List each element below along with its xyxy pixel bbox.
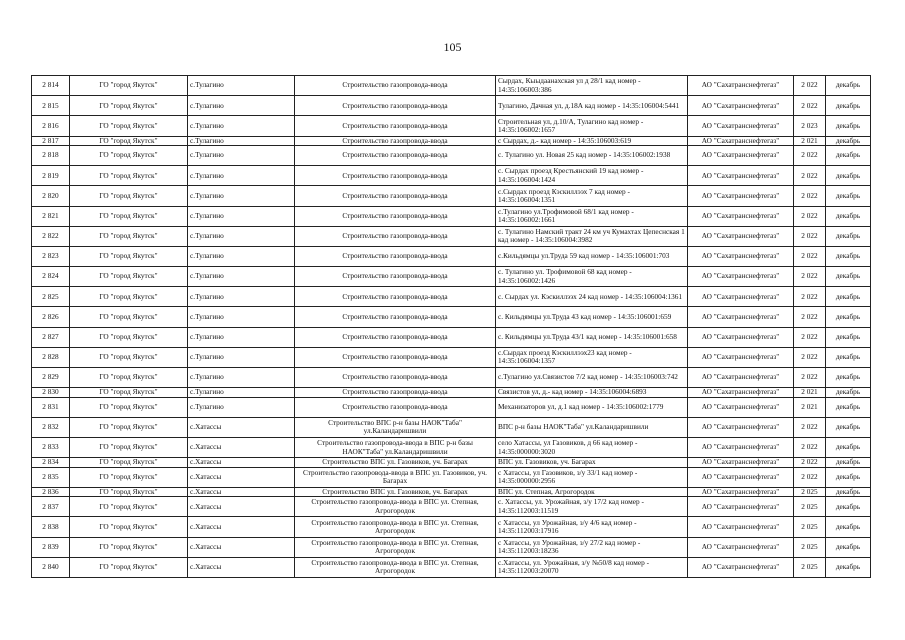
object-cell: Строительство газопровода-ввода <box>295 388 496 397</box>
year-cell: 2 022 <box>794 417 826 437</box>
address-cell: с Хатассы, ул Урожайная, з/у 27/2 кад номер - 14:35:112003:18236 <box>496 537 688 557</box>
settlement-cell: с.Тулагино <box>188 116 295 136</box>
municipality-cell: ГО "город Якутск" <box>70 76 188 96</box>
executor-cell: АО "Сахатранснефтегаз" <box>688 347 794 367</box>
table-row <box>32 497 871 517</box>
object-cell: Строительство газопровода-ввода <box>295 206 496 226</box>
executor-cell: АО "Сахатранснефтегаз" <box>688 327 794 347</box>
row-number: 2 838 <box>32 517 70 537</box>
table-row <box>32 307 871 327</box>
executor-cell: АО "Сахатранснефтегаз" <box>688 487 794 496</box>
executor-cell: АО "Сахатранснефтегаз" <box>688 557 794 577</box>
month-cell: декабрь <box>826 145 871 165</box>
year-cell: 2 021 <box>794 388 826 397</box>
year-cell: 2 025 <box>794 557 826 577</box>
year-cell: 2 022 <box>794 206 826 226</box>
object-cell: Строительство газопровода-ввода <box>295 347 496 367</box>
table-row <box>32 327 871 347</box>
object-cell: Строительство газопровода-ввода <box>295 76 496 96</box>
executor-cell: АО "Сахатранснефтегаз" <box>688 246 794 266</box>
executor-cell: АО "Сахатранснефтегаз" <box>688 116 794 136</box>
executor-cell: АО "Сахатранснефтегаз" <box>688 497 794 517</box>
object-cell: Строительство ВПС р-н базы НАОК"Таба" ул.Каландаришвили <box>295 417 496 437</box>
address-cell: с.Сырдах проезд Кэскиллээх 7 кад номер - 14:35:106004:1351 <box>496 186 688 206</box>
table-row <box>32 136 871 145</box>
object-cell: Строительство газопровода-ввода в ВПС ул. Степная, Агрогородок <box>295 537 496 557</box>
executor-cell: АО "Сахатранснефтегаз" <box>688 96 794 116</box>
table-row <box>32 96 871 116</box>
settlement-cell: с.Тулагино <box>188 76 295 96</box>
municipality-cell: ГО "город Якутск" <box>70 307 188 327</box>
executor-cell: АО "Сахатранснефтегаз" <box>688 76 794 96</box>
table-row <box>32 186 871 206</box>
month-cell: декабрь <box>826 438 871 458</box>
executor-cell: АО "Сахатранснефтегаз" <box>688 166 794 186</box>
month-cell: декабрь <box>826 307 871 327</box>
executor-cell: АО "Сахатранснефтегаз" <box>688 287 794 307</box>
table-row <box>32 557 871 577</box>
settlement-cell: с.Тулагино <box>188 267 295 287</box>
settlement-cell: с.Тулагино <box>188 368 295 388</box>
year-cell: 2 022 <box>794 327 826 347</box>
month-cell: декабрь <box>826 467 871 487</box>
settlement-cell: с.Тулагино <box>188 307 295 327</box>
settlement-cell: с.Тулагино <box>188 136 295 145</box>
month-cell: декабрь <box>826 246 871 266</box>
table-row <box>32 287 871 307</box>
settlement-cell: с.Хатассы <box>188 458 295 467</box>
municipality-cell: ГО "город Якутск" <box>70 206 188 226</box>
month-cell: декабрь <box>826 186 871 206</box>
object-cell: Строительство газопровода-ввода <box>295 166 496 186</box>
row-number: 2 818 <box>32 145 70 165</box>
settlement-cell: с.Тулагино <box>188 246 295 266</box>
row-number: 2 824 <box>32 267 70 287</box>
executor-cell: АО "Сахатранснефтегаз" <box>688 537 794 557</box>
month-cell: декабрь <box>826 517 871 537</box>
year-cell: 2 022 <box>794 438 826 458</box>
month-cell: декабрь <box>826 368 871 388</box>
settlement-cell: с.Тулагино <box>188 186 295 206</box>
row-number: 2 834 <box>32 458 70 467</box>
month-cell: декабрь <box>826 497 871 517</box>
year-cell: 2 022 <box>794 307 826 327</box>
row-number: 2 829 <box>32 368 70 388</box>
address-cell: с.Кильдямцы ул.Труда 59 кад номер - 14:35:106001:703 <box>496 246 688 266</box>
municipality-cell: ГО "город Якутск" <box>70 287 188 307</box>
address-cell: с.Сырдах проезд Кэскиллээх23 кад номер - 14:35:106004:1357 <box>496 347 688 367</box>
object-cell: Строительство газопровода-ввода <box>295 287 496 307</box>
row-number: 2 836 <box>32 487 70 496</box>
municipality-cell: ГО "город Якутск" <box>70 96 188 116</box>
table-row <box>32 76 871 96</box>
municipality-cell: ГО "город Якутск" <box>70 186 188 206</box>
object-cell: Строительство газопровода-ввода в ВПС ул. Газовиков, уч. Багарах <box>295 467 496 487</box>
year-cell: 2 022 <box>794 368 826 388</box>
month-cell: декабрь <box>826 487 871 496</box>
municipality-cell: ГО "город Якутск" <box>70 397 188 417</box>
row-number: 2 826 <box>32 307 70 327</box>
month-cell: декабрь <box>826 388 871 397</box>
object-cell: Строительство газопровода-ввода <box>295 397 496 417</box>
month-cell: декабрь <box>826 206 871 226</box>
settlement-cell: с.Тулагино <box>188 226 295 246</box>
settlement-cell: с.Тулагино <box>188 287 295 307</box>
table-row <box>32 226 871 246</box>
address-cell: Сырдах, Кыыдаанахская ул д 28/1 кад номер - 14:35:106003:386 <box>496 76 688 96</box>
municipality-cell: ГО "город Якутск" <box>70 347 188 367</box>
row-number: 2 821 <box>32 206 70 226</box>
year-cell: 2 025 <box>794 497 826 517</box>
table-row <box>32 116 871 136</box>
settlement-cell: с.Тулагино <box>188 96 295 116</box>
month-cell: декабрь <box>826 116 871 136</box>
row-number: 2 816 <box>32 116 70 136</box>
municipality-cell: ГО "город Якутск" <box>70 417 188 437</box>
year-cell: 2 022 <box>794 76 826 96</box>
object-cell: Строительство ВПС ул. Газовиков, уч. Багарах <box>295 458 496 467</box>
row-number: 2 833 <box>32 438 70 458</box>
year-cell: 2 022 <box>794 267 826 287</box>
year-cell: 2 022 <box>794 186 826 206</box>
table-row <box>32 537 871 557</box>
address-cell: с.Хатассы, ул. Урожайная, з/у №50/8 кад номер - 14:35:112003:20070 <box>496 557 688 577</box>
settlement-cell: с.Хатассы <box>188 487 295 496</box>
municipality-cell: ГО "город Якутск" <box>70 267 188 287</box>
settlement-cell: с.Тулагино <box>188 388 295 397</box>
month-cell: декабрь <box>826 397 871 417</box>
address-cell: Связистов ул, д.- кад номер - 14:35:106004:6893 <box>496 388 688 397</box>
month-cell: декабрь <box>826 557 871 577</box>
object-cell: Строительство газопровода-ввода в ВПС ул. Степная, Агрогородок <box>295 497 496 517</box>
row-number: 2 817 <box>32 136 70 145</box>
municipality-cell: ГО "город Якутск" <box>70 497 188 517</box>
row-number: 2 820 <box>32 186 70 206</box>
municipality-cell: ГО "город Якутск" <box>70 136 188 145</box>
executor-cell: АО "Сахатранснефтегаз" <box>688 206 794 226</box>
year-cell: 2 022 <box>794 287 826 307</box>
settlement-cell: с.Хатассы <box>188 438 295 458</box>
row-number: 2 819 <box>32 166 70 186</box>
municipality-cell: ГО "город Якутск" <box>70 487 188 496</box>
month-cell: декабрь <box>826 76 871 96</box>
address-cell: с.Тулагино ул.Трофимовой 68/1 кад номер - 14:35:106002:1661 <box>496 206 688 226</box>
address-cell: с. Тулагино ул. Новая 25 кад номер - 14:35:106002:1938 <box>496 145 688 165</box>
object-cell: Строительство газопровода-ввода <box>295 186 496 206</box>
table-row <box>32 517 871 537</box>
year-cell: 2 025 <box>794 517 826 537</box>
year-cell: 2 022 <box>794 458 826 467</box>
page-number: 105 <box>443 40 462 54</box>
year-cell: 2 022 <box>794 467 826 487</box>
executor-cell: АО "Сахатранснефтегаз" <box>688 267 794 287</box>
executor-cell: АО "Сахатранснефтегаз" <box>688 388 794 397</box>
row-number: 2 827 <box>32 327 70 347</box>
address-cell: с Хатассы, ул Газовиков, з/у 33/1 кад номер - 14:35:000000:2956 <box>496 467 688 487</box>
month-cell: декабрь <box>826 537 871 557</box>
executor-cell: АО "Сахатранснефтегаз" <box>688 458 794 467</box>
executor-cell: АО "Сахатранснефтегаз" <box>688 136 794 145</box>
executor-cell: АО "Сахатранснефтегаз" <box>688 307 794 327</box>
row-number: 2 832 <box>32 417 70 437</box>
table-row <box>32 347 871 367</box>
table-row <box>32 458 871 467</box>
executor-cell: АО "Сахатранснефтегаз" <box>688 397 794 417</box>
month-cell: декабрь <box>826 136 871 145</box>
executor-cell: АО "Сахатранснефтегаз" <box>688 226 794 246</box>
month-cell: декабрь <box>826 267 871 287</box>
executor-cell: АО "Сахатранснефтегаз" <box>688 467 794 487</box>
address-cell: село Хатассы, ул Газовиков, д 66 кад номер - 14:35:000000:3020 <box>496 438 688 458</box>
table-body <box>32 76 871 578</box>
settlement-cell: с.Тулагино <box>188 166 295 186</box>
month-cell: декабрь <box>826 458 871 467</box>
year-cell: 2 022 <box>794 166 826 186</box>
municipality-cell: ГО "город Якутск" <box>70 438 188 458</box>
municipality-cell: ГО "город Якутск" <box>70 458 188 467</box>
table-row <box>32 368 871 388</box>
settlement-cell: с.Тулагино <box>188 347 295 367</box>
municipality-cell: ГО "город Якутск" <box>70 327 188 347</box>
row-number: 2 828 <box>32 347 70 367</box>
executor-cell: АО "Сахатранснефтегаз" <box>688 145 794 165</box>
address-cell: с. Кильдямцы ул.Труда 43 кад номер - 14:35:106001:659 <box>496 307 688 327</box>
address-cell: с. Сырдах ул. Кэскиллээх 24 кад номер - 14:35:106004:1361 <box>496 287 688 307</box>
month-cell: декабрь <box>826 347 871 367</box>
address-cell: с. Сырдах проезд Крестьянский 19 кад номер - 14:35:106004:1424 <box>496 166 688 186</box>
object-cell: Строительство газопровода-ввода в ВПС ул. Степная, Агрогородок <box>295 557 496 577</box>
year-cell: 2 022 <box>794 96 826 116</box>
table-row <box>32 417 871 437</box>
month-cell: декабрь <box>826 226 871 246</box>
row-number: 2 840 <box>32 557 70 577</box>
municipality-cell: ГО "город Якутск" <box>70 226 188 246</box>
address-cell: Тулагино, Дачная ул, д.18А кад номер - 14:35:106004:5441 <box>496 96 688 116</box>
settlement-cell: с.Тулагино <box>188 327 295 347</box>
year-cell: 2 022 <box>794 226 826 246</box>
object-cell: Строительство газопровода-ввода <box>295 307 496 327</box>
table-row <box>32 467 871 487</box>
address-cell: ВПС ул. Газовиков, уч. Багарах <box>496 458 688 467</box>
row-number: 2 835 <box>32 467 70 487</box>
object-cell: Строительство газопровода-ввода <box>295 267 496 287</box>
address-cell: с. Кильдямцы ул.Труда 43/1 кад номер - 14:35:106001:658 <box>496 327 688 347</box>
municipality-cell: ГО "город Якутск" <box>70 517 188 537</box>
address-cell: ВПС ул. Степная, Агрогородок <box>496 487 688 496</box>
month-cell: декабрь <box>826 166 871 186</box>
gas-connection-table <box>31 75 871 578</box>
settlement-cell: с.Тулагино <box>188 145 295 165</box>
month-cell: декабрь <box>826 96 871 116</box>
object-cell: Строительство газопровода-ввода <box>295 136 496 145</box>
table-row <box>32 438 871 458</box>
row-number: 2 825 <box>32 287 70 307</box>
row-number: 2 839 <box>32 537 70 557</box>
municipality-cell: ГО "город Якутск" <box>70 166 188 186</box>
object-cell: Строительство газопровода-ввода <box>295 145 496 165</box>
row-number: 2 814 <box>32 76 70 96</box>
table-row <box>32 145 871 165</box>
year-cell: 2 021 <box>794 136 826 145</box>
address-cell: с. Хатассы, ул. Урожайная, з/у 17/2 кад номер - 14:35:112003:11519 <box>496 497 688 517</box>
table-row <box>32 487 871 496</box>
municipality-cell: ГО "город Якутск" <box>70 368 188 388</box>
municipality-cell: ГО "город Якутск" <box>70 557 188 577</box>
executor-cell: АО "Сахатранснефтегаз" <box>688 417 794 437</box>
year-cell: 2 023 <box>794 116 826 136</box>
address-cell: с Сырдах, д.- кад номер - 14:35:106003:619 <box>496 136 688 145</box>
object-cell: Строительство газопровода-ввода <box>295 96 496 116</box>
row-number: 2 830 <box>32 388 70 397</box>
object-cell: Строительство газопровода-ввода <box>295 368 496 388</box>
address-cell: с. Тулагино ул. Трофимовой 68 кад номер - 14:35:106002:1426 <box>496 267 688 287</box>
row-number: 2 822 <box>32 226 70 246</box>
settlement-cell: с.Хатассы <box>188 467 295 487</box>
settlement-cell: с.Тулагино <box>188 397 295 417</box>
municipality-cell: ГО "город Якутск" <box>70 388 188 397</box>
executor-cell: АО "Сахатранснефтегаз" <box>688 186 794 206</box>
municipality-cell: ГО "город Якутск" <box>70 537 188 557</box>
object-cell: Строительство газопровода-ввода <box>295 327 496 347</box>
address-cell: с. Тулагино Намский тракт 24 км уч Кумахтах Цепеснская 1 кад номер - 14:35:106004:3982 <box>496 226 688 246</box>
year-cell: 2 025 <box>794 487 826 496</box>
object-cell: Строительство газопровода-ввода <box>295 246 496 266</box>
object-cell: Строительство газопровода-ввода в ВПС ул. Степная, Агрогородок <box>295 517 496 537</box>
table-row <box>32 267 871 287</box>
municipality-cell: ГО "город Якутск" <box>70 145 188 165</box>
month-cell: декабрь <box>826 327 871 347</box>
address-cell: с Хатассы, ул Урожайная, з/у 4/6 кад номер - 14:35:112003:17916 <box>496 517 688 537</box>
object-cell: Строительство газопровода-ввода <box>295 226 496 246</box>
year-cell: 2 022 <box>794 145 826 165</box>
table-row <box>32 166 871 186</box>
municipality-cell: ГО "город Якутск" <box>70 246 188 266</box>
row-number: 2 823 <box>32 246 70 266</box>
table-row <box>32 246 871 266</box>
address-cell: Механизаторов ул, д.1 кад номер - 14:35:106002:1779 <box>496 397 688 417</box>
settlement-cell: с.Хатассы <box>188 557 295 577</box>
settlement-cell: с.Хатассы <box>188 537 295 557</box>
row-number: 2 837 <box>32 497 70 517</box>
year-cell: 2 025 <box>794 537 826 557</box>
row-number: 2 831 <box>32 397 70 417</box>
settlement-cell: с.Хатассы <box>188 417 295 437</box>
address-cell: Строительная ул, д.10/А, Тулагино кад номер - 14:35:106002:1657 <box>496 116 688 136</box>
municipality-cell: ГО "город Якутск" <box>70 467 188 487</box>
month-cell: декабрь <box>826 417 871 437</box>
settlement-cell: с.Хатассы <box>188 497 295 517</box>
year-cell: 2 021 <box>794 397 826 417</box>
settlement-cell: с.Хатассы <box>188 517 295 537</box>
municipality-cell: ГО "город Якутск" <box>70 116 188 136</box>
row-number: 2 815 <box>32 96 70 116</box>
executor-cell: АО "Сахатранснефтегаз" <box>688 517 794 537</box>
object-cell: Строительство ВПС ул. Газовиков, уч. Багарах <box>295 487 496 496</box>
settlement-cell: с.Тулагино <box>188 206 295 226</box>
executor-cell: АО "Сахатранснефтегаз" <box>688 438 794 458</box>
table-row <box>32 388 871 397</box>
year-cell: 2 022 <box>794 347 826 367</box>
address-cell: с.Тулагино ул.Связистов 7/2 кад номер - 14:35:106003:742 <box>496 368 688 388</box>
object-cell: Строительство газопровода-ввода <box>295 116 496 136</box>
table-row <box>32 397 871 417</box>
month-cell: декабрь <box>826 287 871 307</box>
object-cell: Строительство газопровода-ввода в ВПС р-н базы НАОК"Таба" ул.Каландаришвили <box>295 438 496 458</box>
executor-cell: АО "Сахатранснефтегаз" <box>688 368 794 388</box>
year-cell: 2 022 <box>794 246 826 266</box>
table-row <box>32 206 871 226</box>
address-cell: ВПС р-н базы НАОК"Таба" ул.Каландаришвили <box>496 417 688 437</box>
